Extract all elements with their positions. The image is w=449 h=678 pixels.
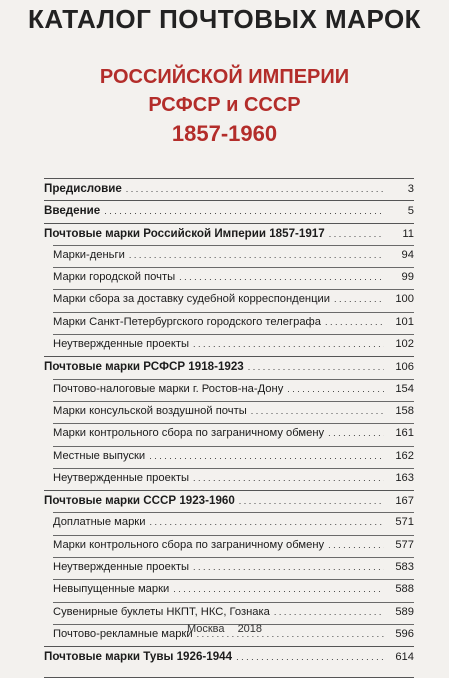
- toc-page-number: 596: [395, 627, 414, 640]
- table-of-contents: [44, 182, 414, 673]
- toc-page-number: 101: [395, 315, 414, 328]
- toc-page-number: 614: [395, 651, 414, 664]
- subtitle-empire: РОССИЙСКОЙ ИМПЕРИИ: [99, 66, 350, 88]
- toc-entry-label: Почтово-рекламные марки: [53, 627, 193, 640]
- toc-entry-label: Почтовые марки Тувы 1926-1944: [44, 650, 233, 664]
- toc-entry-label: Почтовые марки РСФСР 1918-1923: [44, 360, 244, 374]
- toc-entry-label: Местные выпуски: [53, 449, 146, 462]
- dot-leader: [334, 294, 384, 304]
- toc-entry-label: Неутвержденные проекты: [53, 561, 190, 574]
- toc-page-number: 583: [395, 561, 414, 574]
- toc-page-number: 589: [395, 605, 414, 618]
- catalog-title: КАТАЛОГ ПОЧТОВЫХ МАРОК: [27, 4, 422, 34]
- dot-leader: [193, 562, 384, 572]
- toc-page-number: 5: [407, 205, 414, 218]
- subtitle-rsfsr-ussr: РСФСР и СССР: [148, 94, 301, 116]
- dot-leader: [248, 362, 384, 372]
- toc-entry-label: Марки контрольного сбора по заграничному обмену: [53, 538, 325, 551]
- imprint-year: 2018: [237, 623, 263, 635]
- toc-entry-label: Марки консульской воздушной почты: [53, 404, 247, 417]
- dot-leader: [274, 607, 384, 617]
- toc-entry-label: Неутвержденные проекты: [53, 338, 190, 351]
- dot-leader: [193, 339, 384, 349]
- dot-leader: [129, 250, 384, 260]
- toc-page-number: 100: [395, 293, 414, 306]
- imprint: [0, 623, 449, 635]
- toc-entry-label: Почтово-налоговые марки г. Ростов-на-Дону: [53, 382, 284, 395]
- dot-leader: [173, 584, 384, 594]
- subtitle-years: 1857-1960: [171, 121, 278, 146]
- dot-leader: [251, 406, 384, 416]
- toc-page-number: 571: [395, 516, 414, 529]
- dot-leader: [325, 317, 384, 327]
- toc-page-number: 162: [395, 449, 414, 462]
- toc-entry-label: Марки сбора за доставку судебной корреспонденции: [53, 293, 331, 306]
- dot-leader: [126, 184, 384, 194]
- toc-entry-label: Невыпущенные марки: [53, 583, 170, 596]
- dot-leader: [328, 428, 384, 438]
- toc-entry-label: Марки городской почты: [53, 271, 176, 284]
- dot-leader: [149, 517, 384, 527]
- toc-page-number: 161: [395, 427, 414, 440]
- toc-page-number: 106: [395, 361, 414, 374]
- toc-entry-label: Доплатные марки: [53, 516, 146, 529]
- toc-entry-label: Сувенирные буклеты НКПТ, НКС, Гознака: [53, 605, 270, 618]
- toc-entry-label: Марки Санкт-Петербургского городского телеграфа: [53, 315, 321, 328]
- dot-leader: [329, 229, 384, 239]
- toc-page-number: 588: [395, 583, 414, 596]
- toc-page-number: 3: [407, 183, 414, 195]
- dot-leader: [179, 272, 384, 282]
- dot-leader: [149, 451, 384, 461]
- toc-entry-label: Введение: [44, 204, 101, 218]
- dot-leader: [193, 473, 384, 483]
- dot-leader: [104, 206, 384, 216]
- dot-leader: [236, 652, 384, 662]
- toc-page-number: 577: [395, 538, 414, 551]
- imprint-city: Москва: [186, 623, 225, 635]
- dot-leader: [239, 496, 384, 506]
- toc-entry-label: Марки-деньги: [53, 248, 125, 261]
- toc-entry-label: Почтовые марки СССР 1923-1960: [44, 494, 235, 508]
- toc-section-entry: [44, 650, 414, 672]
- toc-entry-label: Почтовые марки Российской Империи 1857-1917: [44, 226, 325, 240]
- toc-entry-label: Предисловие: [44, 182, 122, 195]
- toc-page-number: 167: [395, 495, 414, 508]
- toc-page-number: 102: [395, 338, 414, 351]
- toc-entry-label: Марки контрольного сбора по заграничному обмену: [53, 427, 325, 440]
- toc-page-number: 154: [395, 382, 414, 395]
- dot-leader: [287, 384, 384, 394]
- toc-entry-label: Неутвержденные проекты: [53, 471, 190, 484]
- toc-page-number: 11: [402, 227, 414, 240]
- dot-leader: [328, 540, 384, 550]
- toc-page-number: 163: [395, 471, 414, 484]
- toc-page-number: 99: [401, 271, 414, 284]
- toc-page-number: 158: [395, 404, 414, 417]
- toc-page-number: 94: [401, 248, 414, 261]
